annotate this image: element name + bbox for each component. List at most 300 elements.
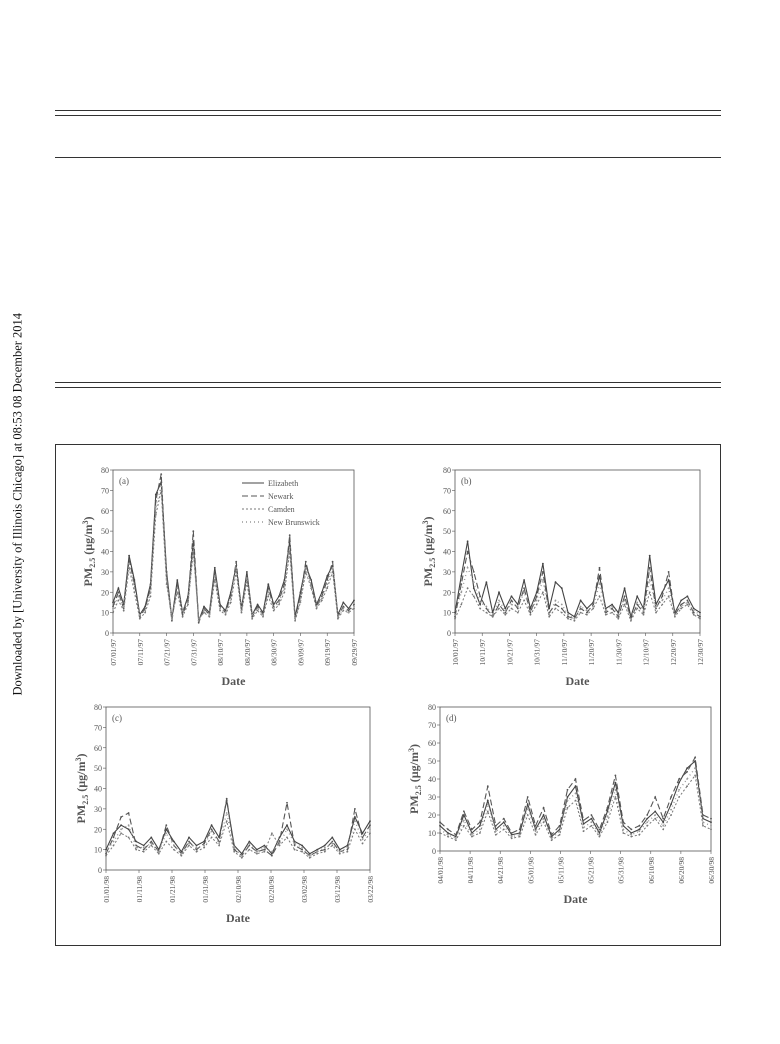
data-point <box>574 620 576 622</box>
data-point <box>235 561 237 563</box>
x-tick-label: 05/11/98 <box>556 857 566 884</box>
data-point <box>326 587 328 589</box>
x-tick-label: 02/10/98 <box>234 876 243 903</box>
download-notice: Downloaded by [University of Illinois Chicago] at 08:53 08 December 2014 <box>10 312 25 696</box>
data-point <box>479 602 481 604</box>
x-tick-label: 06/10/98 <box>646 857 656 884</box>
data-point <box>471 836 473 838</box>
data-point <box>638 830 640 832</box>
data-point <box>638 825 640 827</box>
data-point <box>324 847 326 849</box>
data-point <box>279 845 281 847</box>
data-point <box>555 581 557 583</box>
data-point <box>670 796 672 798</box>
data-point <box>710 829 712 831</box>
data-point <box>548 616 550 618</box>
x-tick-label: 11/30/97 <box>614 639 624 666</box>
data-point <box>286 802 288 804</box>
x-tick-label: 06/30/98 <box>707 857 716 884</box>
data-point <box>128 828 130 830</box>
panel-label: (c) <box>112 713 122 723</box>
data-point <box>271 853 273 855</box>
data-point <box>661 595 663 597</box>
data-point <box>654 811 656 813</box>
data-point <box>561 612 563 614</box>
data-point <box>264 847 266 849</box>
data-point <box>504 612 506 614</box>
data-point <box>498 604 500 606</box>
data-point <box>128 559 130 561</box>
data-point <box>310 579 312 581</box>
data-point <box>467 540 469 542</box>
data-point <box>218 845 220 847</box>
data-point <box>559 830 561 832</box>
data-point <box>467 587 469 589</box>
data-point <box>128 555 130 557</box>
data-point <box>467 567 469 569</box>
data-point <box>150 591 152 593</box>
data-point <box>535 834 537 836</box>
data-point <box>615 775 617 777</box>
data-point <box>112 612 114 614</box>
data-point <box>246 581 248 583</box>
data-point <box>342 602 344 604</box>
data-point <box>473 587 475 589</box>
data-point <box>273 610 275 612</box>
data-point <box>580 612 582 614</box>
data-point <box>454 618 456 620</box>
y-tick-label: 30 <box>443 567 451 577</box>
data-point <box>113 841 115 843</box>
data-point <box>536 604 538 606</box>
data-point <box>674 614 676 616</box>
y-axis-title: $PM_{2.5}$ $(\mu g/m^3)$ <box>421 516 437 587</box>
data-point <box>630 836 632 838</box>
data-point <box>337 618 339 620</box>
data-point <box>487 785 489 787</box>
data-point <box>555 608 557 610</box>
data-point <box>559 834 561 836</box>
data-point <box>687 595 689 597</box>
data-point <box>542 571 544 573</box>
y-tick-label: 50 <box>94 764 102 774</box>
top-double-rule-2 <box>55 115 721 116</box>
data-point <box>188 843 190 845</box>
data-point <box>668 579 670 581</box>
y-tick-label: 0 <box>447 629 451 638</box>
data-point <box>492 616 494 618</box>
legend-label: Newark <box>268 492 294 501</box>
y-tick-label: 60 <box>428 739 436 748</box>
data-point <box>599 583 601 585</box>
data-point <box>527 796 529 798</box>
data-point <box>699 616 701 618</box>
data-point <box>504 614 506 616</box>
y-tick-label: 60 <box>94 743 102 753</box>
data-point <box>519 836 521 838</box>
data-point <box>551 838 553 840</box>
data-point <box>294 620 296 622</box>
y-tick-label: 30 <box>101 567 109 577</box>
data-point <box>246 571 248 573</box>
mid-double-rule-2 <box>55 387 721 388</box>
data-point <box>134 587 136 589</box>
data-point <box>112 606 114 608</box>
data-point <box>487 803 489 805</box>
data-point <box>607 807 609 809</box>
data-point <box>592 604 594 606</box>
x-tick-label: 06/20/98 <box>676 857 686 884</box>
data-point <box>498 600 500 602</box>
data-point <box>257 604 259 606</box>
data-point <box>702 821 704 823</box>
data-point <box>324 851 326 853</box>
data-point <box>561 587 563 589</box>
data-point <box>599 595 601 597</box>
data-point <box>523 591 525 593</box>
data-point <box>511 608 513 610</box>
data-point <box>575 800 577 802</box>
data-point <box>492 614 494 616</box>
data-point <box>271 851 273 853</box>
data-point <box>687 604 689 606</box>
chart-panel-d <box>400 695 718 915</box>
data-point <box>128 824 130 826</box>
x-tick-label: 03/22/98 <box>366 876 375 903</box>
y-tick-label: 10 <box>443 608 451 618</box>
data-point <box>460 604 462 606</box>
data-point <box>694 757 696 759</box>
y-tick-label: 70 <box>428 721 436 730</box>
x-tick-label: 07/31/97 <box>189 639 199 666</box>
x-tick-label: 05/01/98 <box>526 857 536 884</box>
x-tick-label: 10/01/97 <box>451 639 460 666</box>
data-point <box>654 818 656 820</box>
data-point <box>264 851 266 853</box>
legend-label: Camden <box>268 505 295 514</box>
data-point <box>165 841 167 843</box>
y-tick-label: 40 <box>428 775 436 784</box>
data-point <box>662 825 664 827</box>
data-point <box>135 849 137 851</box>
y-tick-label: 50 <box>443 527 451 537</box>
data-point <box>643 610 645 612</box>
data-point <box>471 834 473 836</box>
data-point <box>693 614 695 616</box>
data-point <box>362 837 364 839</box>
data-point <box>173 841 175 843</box>
data-point <box>607 816 609 818</box>
data-point <box>166 579 168 581</box>
data-point <box>226 812 228 814</box>
data-point <box>196 849 198 851</box>
data-point <box>678 789 680 791</box>
data-point <box>241 857 243 859</box>
data-point <box>674 616 676 618</box>
data-point <box>144 612 146 614</box>
data-point <box>326 583 328 585</box>
data-point <box>455 838 457 840</box>
data-point <box>611 606 613 608</box>
data-point <box>479 821 481 823</box>
data-point <box>463 820 465 822</box>
y-tick-label: 40 <box>94 784 102 794</box>
data-point <box>662 821 664 823</box>
data-point <box>567 807 569 809</box>
data-point <box>527 807 529 809</box>
data-point <box>591 818 593 820</box>
data-point <box>638 829 640 831</box>
data-point <box>575 778 577 780</box>
data-point <box>607 821 609 823</box>
data-point <box>209 616 211 618</box>
data-point <box>543 814 545 816</box>
data-point <box>300 600 302 602</box>
data-point <box>181 853 183 855</box>
data-point <box>120 824 122 826</box>
data-point <box>241 855 243 857</box>
data-point <box>271 855 273 857</box>
x-tick-label: 02/20/98 <box>267 876 276 903</box>
data-point <box>182 614 184 616</box>
data-point <box>301 849 303 851</box>
data-point <box>256 849 258 851</box>
data-point <box>267 591 269 593</box>
data-point <box>331 845 333 847</box>
data-point <box>324 849 326 851</box>
data-point <box>559 825 561 827</box>
data-point <box>686 778 688 780</box>
x-tick-label: 03/02/98 <box>300 876 309 903</box>
data-point <box>617 614 619 616</box>
data-point <box>655 608 657 610</box>
data-point <box>294 845 296 847</box>
y-tick-label: 20 <box>443 588 451 598</box>
x-tick-label: 08/10/97 <box>216 639 226 666</box>
data-point <box>447 829 449 831</box>
data-point <box>463 825 465 827</box>
data-point <box>123 610 125 612</box>
data-point <box>668 571 670 573</box>
y-tick-label: 10 <box>428 829 436 838</box>
data-point <box>112 602 114 604</box>
x-axis-title: Date <box>565 674 590 688</box>
x-tick-label: 09/19/97 <box>323 639 333 666</box>
series-line <box>440 775 711 840</box>
data-point <box>463 811 465 813</box>
data-point <box>294 618 296 620</box>
data-point <box>226 798 228 800</box>
data-point <box>670 809 672 811</box>
data-point <box>710 818 712 820</box>
data-point <box>214 571 216 573</box>
data-point <box>699 618 701 620</box>
x-tick-label: 12/30/97 <box>696 639 705 666</box>
data-point <box>196 851 198 853</box>
data-point <box>301 845 303 847</box>
data-point <box>611 612 613 614</box>
data-point <box>511 600 513 602</box>
data-point <box>182 616 184 618</box>
data-point <box>273 608 275 610</box>
x-tick-label: 04/11/98 <box>466 857 476 884</box>
data-point <box>160 485 162 487</box>
data-point <box>196 845 198 847</box>
data-point <box>233 851 235 853</box>
data-point <box>649 591 651 593</box>
data-point <box>354 808 356 810</box>
data-point <box>342 608 344 610</box>
data-point <box>591 821 593 823</box>
data-point <box>486 581 488 583</box>
data-point <box>655 606 657 608</box>
data-point <box>211 828 213 830</box>
data-point <box>331 843 333 845</box>
data-point <box>454 614 456 616</box>
x-tick-label: 04/21/98 <box>496 857 506 884</box>
data-point <box>599 567 601 569</box>
data-point <box>487 811 489 813</box>
data-point <box>615 796 617 798</box>
data-point <box>143 849 145 851</box>
data-point <box>233 847 235 849</box>
y-tick-label: 80 <box>443 466 451 475</box>
y-tick-label: 0 <box>105 629 109 638</box>
data-point <box>150 837 152 839</box>
data-point <box>686 771 688 773</box>
data-point <box>622 829 624 831</box>
data-point <box>636 602 638 604</box>
data-point <box>519 829 521 831</box>
y-tick-label: 70 <box>443 486 451 496</box>
data-point <box>447 836 449 838</box>
chart-panel-a <box>55 455 375 690</box>
data-point <box>369 824 371 826</box>
data-point <box>543 807 545 809</box>
panel-label: (d) <box>446 713 457 723</box>
data-point <box>630 834 632 836</box>
data-point <box>353 606 355 608</box>
data-point <box>155 500 157 502</box>
data-point <box>113 837 115 839</box>
data-point <box>331 837 333 839</box>
data-point <box>463 814 465 816</box>
data-point <box>654 796 656 798</box>
data-point <box>567 618 569 620</box>
data-point <box>324 845 326 847</box>
data-point <box>165 832 167 834</box>
data-point <box>649 555 651 557</box>
data-point <box>649 579 651 581</box>
data-point <box>135 847 137 849</box>
x-tick-label: 03/12/98 <box>333 876 342 903</box>
x-tick-label: 10/21/97 <box>505 639 515 666</box>
data-point <box>654 814 656 816</box>
data-point <box>176 579 178 581</box>
data-point <box>567 789 569 791</box>
data-point <box>661 604 663 606</box>
data-point <box>495 825 497 827</box>
data-point <box>139 614 141 616</box>
x-tick-label: 12/10/97 <box>641 639 651 666</box>
data-point <box>575 793 577 795</box>
data-point <box>527 814 529 816</box>
data-point <box>150 843 152 845</box>
data-point <box>548 614 550 616</box>
x-tick-label: 10/31/97 <box>532 639 542 666</box>
y-tick-label: 60 <box>443 506 451 516</box>
data-point <box>583 830 585 832</box>
x-tick-label: 01/11/98 <box>135 876 144 903</box>
data-point <box>615 782 617 784</box>
data-point <box>655 612 657 614</box>
data-point <box>286 828 288 830</box>
data-point <box>165 824 167 826</box>
data-point <box>120 828 122 830</box>
y-tick-label: 20 <box>94 825 102 835</box>
data-point <box>256 851 258 853</box>
data-point <box>284 591 286 593</box>
x-tick-label: 11/10/97 <box>559 639 569 666</box>
data-point <box>230 602 232 604</box>
y-tick-label: 0 <box>98 866 102 875</box>
data-point <box>530 612 532 614</box>
data-point <box>467 551 469 553</box>
data-point <box>198 620 200 622</box>
data-point <box>284 587 286 589</box>
top-rule <box>55 157 721 158</box>
data-point <box>668 587 670 589</box>
data-point <box>599 836 601 838</box>
data-point <box>198 622 200 624</box>
data-point <box>203 845 205 847</box>
data-point <box>455 834 457 836</box>
data-point <box>693 608 695 610</box>
data-point <box>354 828 356 830</box>
data-point <box>203 847 205 849</box>
data-point <box>504 610 506 612</box>
data-point <box>617 618 619 620</box>
data-point <box>173 845 175 847</box>
data-point <box>662 829 664 831</box>
data-point <box>219 608 221 610</box>
data-point <box>171 620 173 622</box>
data-point <box>680 608 682 610</box>
y-tick-label: 80 <box>428 703 436 712</box>
x-axis-title: Date <box>221 674 246 688</box>
x-axis-title: Date <box>563 892 588 906</box>
data-point <box>248 849 250 851</box>
data-point <box>542 563 544 565</box>
data-point <box>678 796 680 798</box>
data-point <box>257 608 259 610</box>
data-point <box>536 600 538 602</box>
series-line <box>455 541 700 616</box>
data-point <box>332 567 334 569</box>
data-point <box>305 571 307 573</box>
data-point <box>535 825 537 827</box>
data-point <box>523 579 525 581</box>
data-point <box>267 595 269 597</box>
data-point <box>112 608 114 610</box>
chart-panel-c <box>55 695 380 930</box>
x-tick-label: 12/20/97 <box>668 639 678 666</box>
data-point <box>567 796 569 798</box>
data-point <box>503 818 505 820</box>
data-point <box>278 595 280 597</box>
data-point <box>580 600 582 602</box>
data-point <box>624 587 626 589</box>
